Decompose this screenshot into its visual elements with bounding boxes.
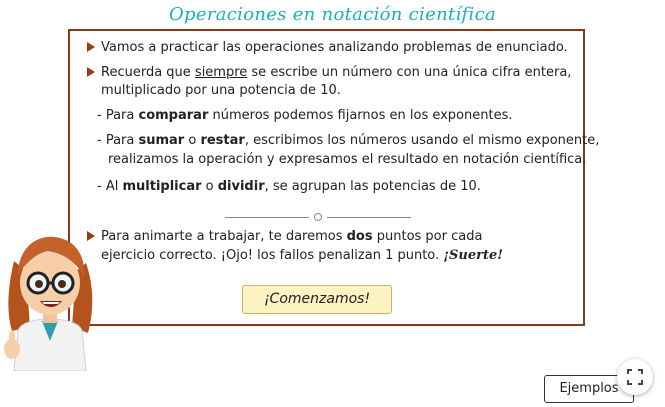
- page-title: Operaciones en notación científica: [168, 4, 496, 25]
- instructions-panel: [68, 29, 600, 326]
- start-button[interactable]: ¡Comenzamos!: [242, 285, 392, 314]
- intro-line: Vamos a practicar las operaciones analizando problemas de enunciado.: [87, 40, 568, 56]
- points-line-2: ejercicio correcto. ¡Ojo! los fallos penalizan 1 punto. ¡Suerte!: [101, 248, 503, 263]
- teacher-character-icon: [0, 231, 100, 371]
- examples-button[interactable]: Ejemplos: [544, 375, 634, 403]
- reminder-line-2: multiplicado por una potencia de 10.: [101, 83, 341, 98]
- sum-line-2: realizamos la operación y expresamos el resultado en notación científica.: [108, 152, 587, 167]
- points-line: Para animarte a trabajar, te daremos dos puntos por cada: [87, 229, 482, 245]
- fullscreen-icon: [617, 359, 653, 395]
- sum-line: - Para sumar o restar, escribimos los números usando el mismo exponente,: [97, 133, 600, 148]
- separator: [225, 212, 415, 224]
- separator-dot-icon: [314, 213, 322, 221]
- reminder-line: Recuerda que siempre se escribe un número con una única cifra entera,: [87, 65, 571, 81]
- bullet-arrow-icon: [87, 67, 95, 77]
- compare-line: - Para comparar números podemos fijarnos en los exponentes.: [97, 108, 513, 123]
- multiply-line: - Al multiplicar o dividir, se agrupan las potencias de 10.: [97, 179, 481, 194]
- bullet-arrow-icon: [87, 42, 95, 52]
- fullscreen-button[interactable]: [617, 359, 653, 395]
